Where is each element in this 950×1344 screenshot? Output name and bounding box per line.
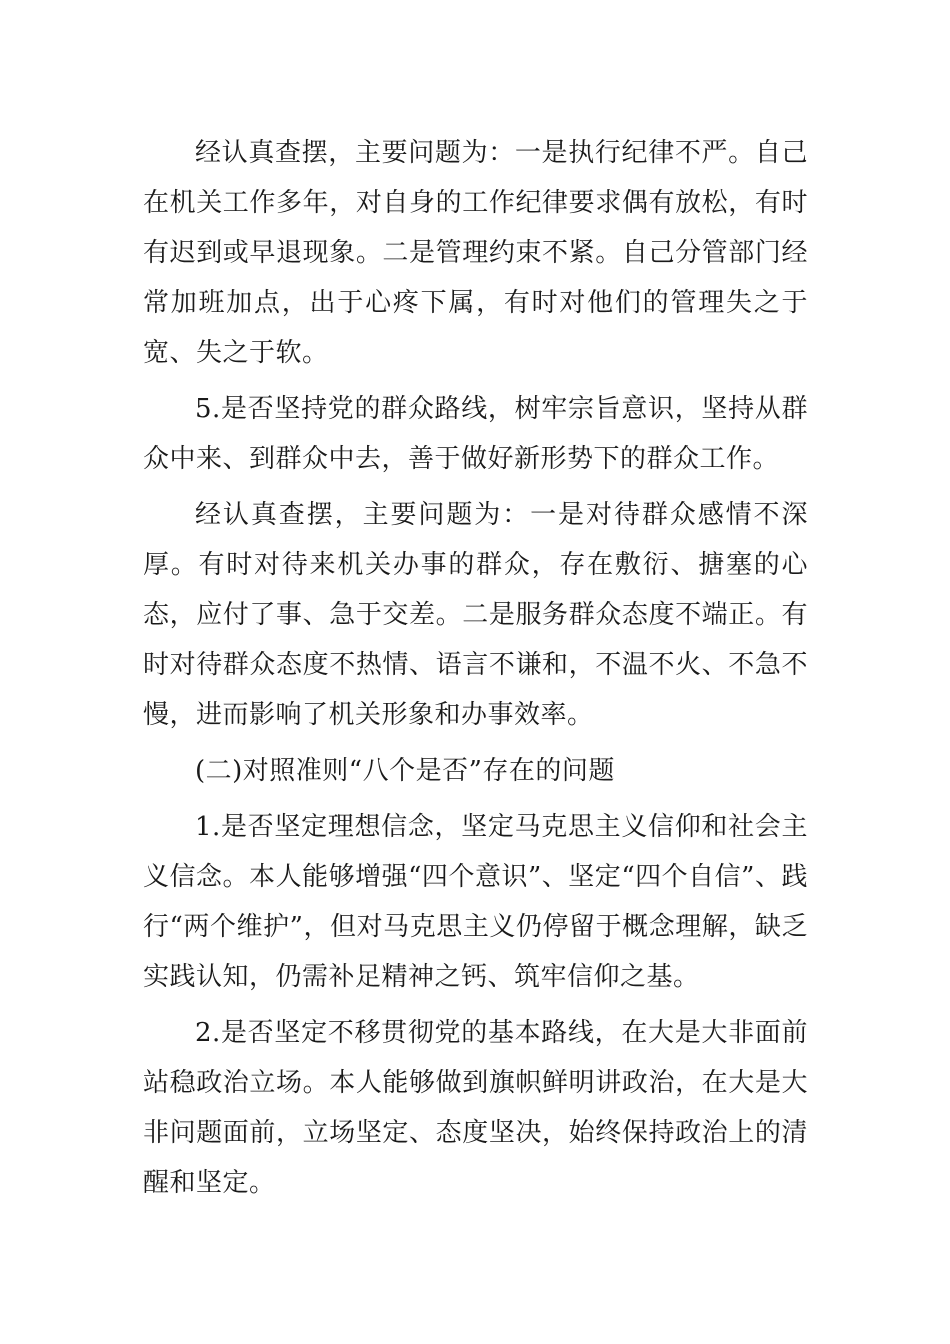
paragraph-mass-line-question: 5.是否坚持党的群众路线，树牢宗旨意识，坚持从群众中来、到群众中去，善于做好新形势下的群众工作。 xyxy=(143,394,808,474)
section-heading-eight-questions: (二)对照准则“八个是否”存在的问题 xyxy=(195,756,615,786)
paragraph-mass-line-issues: 经认真查摆，主要问题为：一是对待群众感情不深厚。有时对待来机关办事的群众，存在敷衍、搪塞的心态，应付了事、急于交差。二是服务群众态度不端正。有时对待群众态度不热情、语言不谦和，不温不火、不急不慢，进而影响了机关形象和办事效率。 xyxy=(143,500,808,730)
document-body xyxy=(143,128,808,1214)
paragraph-basic-line: 2.是否坚定不移贯彻党的基本路线，在大是大非面前站稳政治立场。本人能够做到旗帜鲜明讲政治，在大是大非问题面前，立场坚定、态度坚决，始终保持政治上的清醒和坚定。 xyxy=(143,1018,808,1198)
paragraph-ideals-belief: 1.是否坚定理想信念，坚定马克思主义信仰和社会主义信念。本人能够增强“四个意识”、坚定“四个自信”、践行“两个维护”，但对马克思主义仍停留于概念理解，缺乏实践认知，仍需补足精神之钙、筑牢信仰之基。 xyxy=(143,812,808,992)
paragraph-discipline-issues: 经认真查摆，主要问题为：一是执行纪律不严。自己在机关工作多年，对自身的工作纪律要求偶有放松，有时有迟到或早退现象。二是管理约束不紧。自己分管部门经常加班加点，出于心疼下属，有时对他们的管理失之于宽、失之于软。 xyxy=(143,138,808,368)
